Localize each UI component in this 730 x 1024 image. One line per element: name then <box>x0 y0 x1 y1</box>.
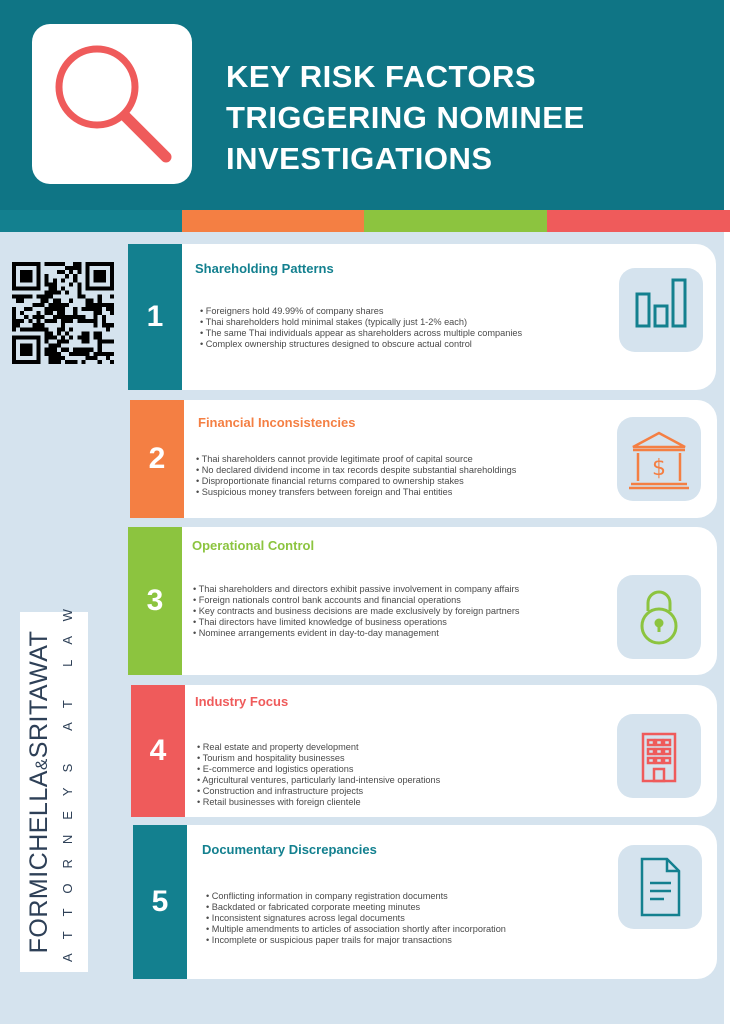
title-line: TRIGGERING NOMINEE <box>226 100 585 135</box>
svg-text:$: $ <box>652 456 666 481</box>
section-number: 5 <box>133 825 187 979</box>
color-stripe-red <box>547 210 730 232</box>
bullet-list <box>196 454 516 498</box>
list-item: • Suspicious money transfers between foreign and Thai entities <box>196 487 516 498</box>
bullet-list <box>197 742 440 808</box>
section-title: Shareholding Patterns <box>195 261 334 276</box>
firm-subtitle: ATTORNEYS AT LAW <box>60 594 75 962</box>
list-item: • Backdated or fabricated corporate meeting minutes <box>206 902 506 913</box>
page-title <box>226 56 706 179</box>
list-item: • Conflicting information in company registration documents <box>206 891 506 902</box>
section-title: Industry Focus <box>195 694 289 709</box>
section-number: 2 <box>130 400 184 518</box>
title-line: INVESTIGATIONS <box>226 141 493 176</box>
section-number: 3 <box>128 527 182 675</box>
list-item: • No declared dividend income in tax records despite substantial shareholdings <box>196 465 516 476</box>
list-item: • Tourism and hospitality businesses <box>197 753 440 764</box>
list-item: • Thai directors have limited knowledge of business operations <box>193 617 520 628</box>
bank-icon <box>617 417 701 501</box>
bullet-list <box>206 891 506 946</box>
section-card-2 <box>130 400 717 518</box>
title-line: KEY RISK FACTORS <box>226 59 537 94</box>
color-stripe-orange <box>182 210 364 232</box>
list-item: • Agricultural ventures, particularly land-intensive operations <box>197 775 440 786</box>
section-card-1 <box>128 244 716 390</box>
magnifying-glass-icon <box>32 24 192 184</box>
color-stripe-teal <box>0 210 182 232</box>
list-item: • Construction and infrastructure projects <box>197 786 440 797</box>
bullet-list <box>200 306 522 350</box>
list-item: • Key contracts and business decisions are made exclusively by foreign partners <box>193 606 520 617</box>
section-number: 1 <box>128 244 182 390</box>
section-card-4 <box>131 685 717 817</box>
list-item: • Disproportionate financial returns compared to ownership stakes <box>196 476 516 487</box>
section-card-5 <box>133 825 717 979</box>
list-item: • Foreign nationals control bank accounts and financial operations <box>193 595 520 606</box>
header-banner <box>0 0 724 210</box>
section-number: 4 <box>131 685 185 817</box>
bullet-list <box>193 584 520 639</box>
list-item: • Nominee arrangements evident in day-to-day management <box>193 628 520 639</box>
list-item: • Thai shareholders and directors exhibit passive involvement in company affairs <box>193 584 520 595</box>
firm-logo <box>20 594 88 972</box>
list-item: • Inconsistent signatures across legal documents <box>206 913 506 924</box>
section-card-3 <box>128 527 717 675</box>
color-stripe-green <box>364 210 547 232</box>
firm-name: FORMICHELLA&SRITAWAT <box>25 630 53 954</box>
list-item: • Foreigners hold 49.99% of company shares <box>200 306 522 317</box>
list-item: • Thai shareholders cannot provide legitimate proof of capital source <box>196 454 516 465</box>
list-item: • Retail businesses with foreign clientele <box>197 797 440 808</box>
office-building-icon <box>617 714 701 798</box>
list-item: • Real estate and property development <box>197 742 440 753</box>
list-item: • Complex ownership structures designed to obscure actual control <box>200 339 522 350</box>
bar-chart-icon <box>619 268 703 352</box>
list-item: • Multiple amendments to articles of association shortly after incorporation <box>206 924 506 935</box>
list-item: • The same Thai individuals appear as shareholders across multiple companies <box>200 328 522 339</box>
padlock-icon <box>617 575 701 659</box>
list-item: • E-commerce and logistics operations <box>197 764 440 775</box>
qr-code[interactable] <box>12 262 114 364</box>
section-title: Financial Inconsistencies <box>198 415 356 430</box>
list-item: • Incomplete or suspicious paper trails for major transactions <box>206 935 506 946</box>
document-icon <box>618 845 702 929</box>
section-title: Documentary Discrepancies <box>202 842 377 857</box>
section-title: Operational Control <box>192 538 315 553</box>
list-item: • Thai shareholders hold minimal stakes (typically just 1-2% each) <box>200 317 522 328</box>
